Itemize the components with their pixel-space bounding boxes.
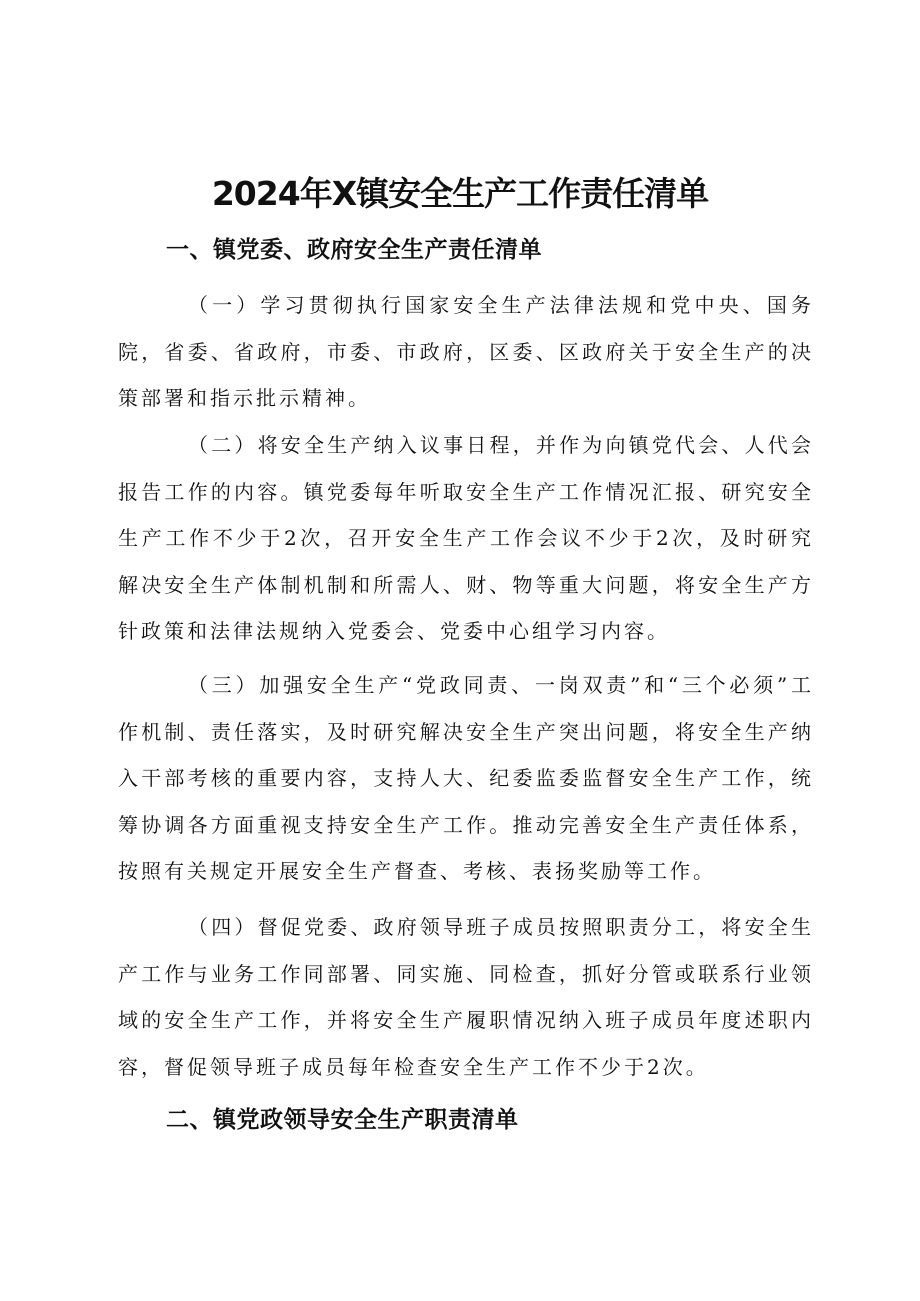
paragraph-2: （二）将安全生产纳入议事日程，并作为向镇党代会、人代会报告工作的内容。镇党委每年听取安全生产工作情况汇报、研究安全生产工作不少于2次，召开安全生产工作会议不少于2次，及时研究解决安全生产体制机制和所需人、财、物等重大问题，将安全生产方针政策和法律法规纳入党委会、党委中心组学习内容。 <box>118 433 814 643</box>
paragraph-3: （三）加强安全生产“党政同责、一岗双责”和“三个必须”工作机制、责任落实，及时研究解决安全生产突出问题，将安全生产纳入干部考核的重要内容，支持人大、纪委监委监督安全生产工作，统筹协调各方面重视支持安全生产工作。推动完善安全生产责任体系，按照有关规定开展安全生产督查、考核、表扬奖励等工作。 <box>118 673 814 883</box>
section-heading-1: 一、镇党委、政府安全生产责任清单 <box>166 237 542 263</box>
document-title: 2024年X镇安全生产工作责任清单 <box>211 174 709 213</box>
paragraph-1: （一）学习贯彻执行国家安全生产法律法规和党中央、国务院，省委、省政府，市委、市政府，区委、区政府关于安全生产的决策部署和指示批示精神。 <box>118 293 814 410</box>
section-heading-2: 二、镇党政领导安全生产职责清单 <box>166 1107 519 1133</box>
paragraph-4: （四）督促党委、政府领导班子成员按照职责分工，将安全生产工作与业务工作同部署、同实施、同检查，抓好分管或联系行业领域的安全生产工作，并将安全生产履职情况纳入班子成员年度述职内容，督促领导班子成员每年检查安全生产工作不少于2次。 <box>118 915 814 1079</box>
